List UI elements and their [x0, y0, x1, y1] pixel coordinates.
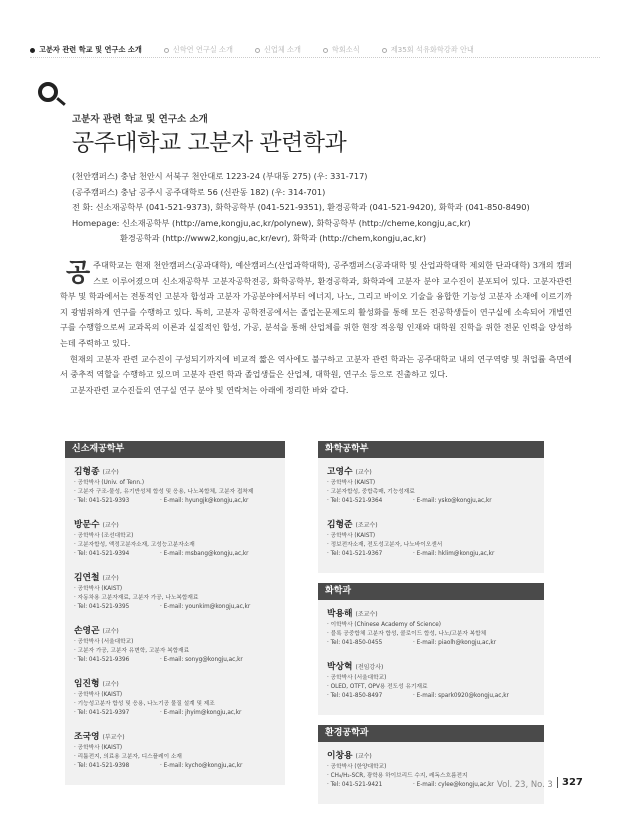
- professor-entry: [327, 517, 537, 559]
- professor-name: 김형준 (조교수): [327, 520, 378, 530]
- professor-name: 조국영 (부교수): [74, 732, 125, 742]
- nav-item-lecture-info[interactable]: 제35회 석유화학강좌 안내: [382, 45, 474, 55]
- professor-research: · 고분자합성, 액정고분자소재, 고성능고분자소재: [74, 541, 278, 550]
- professor-list: [318, 458, 544, 573]
- professor-contact: · Tel: 041-521-9364 · E-mail: ysko@kongju,ac,kr: [327, 497, 537, 506]
- section-subtitle: 고분자 관련 학교 및 연구소 소개: [72, 114, 208, 125]
- professor-list: [318, 742, 544, 804]
- professor-name: 이창용 (교수): [327, 751, 372, 761]
- issue-info: Vol. 23, No. 3: [497, 779, 553, 789]
- professor-contact: · Tel: 041-521-9421 · E-mail: cylee@kongju,ac,kr: [327, 781, 537, 790]
- nav-item-company-intro[interactable]: 신업체 소개: [255, 45, 301, 55]
- professor-degree: · 공학박사 (한양대학교): [327, 763, 537, 772]
- professor-research: · 고분자 구조-물성, 유기반성체 합성 및 응용, 나노복합체, 고분자 접착제: [74, 488, 278, 497]
- professor-research: · 기능성고분자 합성 및 응용, 나노기공 물질 설계 및 제조: [74, 700, 278, 709]
- contact-info: [72, 169, 592, 247]
- professor-entry: [74, 464, 278, 506]
- professor-degree: · 이학박사 (Chinese Academy of Science): [327, 621, 537, 630]
- professor-degree: · 공학박사 (KAIST): [327, 479, 537, 488]
- professor-contact: · Tel: 041-521-9398 · E-mail: kycho@kongju,ac,kr: [74, 762, 278, 771]
- professor-contact: · Tel: 041-521-9397 · E-mail: jhyim@kongju,ac,kr: [74, 709, 278, 718]
- info-line-phone: 전 화: 신소재공학부 (041-521-9373), 화학공학부 (041-521-9351), 환경공학과 (041-521-9420), 화학과 (041-850-8490): [72, 202, 530, 213]
- top-navigation: [30, 43, 600, 57]
- professor-research: · 정보전자소재, 전도성고분자, 나노바이오센서: [327, 541, 537, 550]
- professor-contact: · Tel: 041-521-9395 · E-mail: younkim@kongju,ac,kr: [74, 603, 278, 612]
- page-title: 공주대학교 고분자 관련학과: [72, 130, 347, 156]
- professor-contact: · Tel: 041-521-9396 · E-mail: sonyg@kongju,ac,kr: [74, 656, 278, 665]
- info-line-cheonan: (천안캠퍼스) 충남 천안시 서북구 천안대로 1223-24 (부대동 275) (우: 331-717): [72, 171, 368, 181]
- professor-research: · 자동차용 고분자재료, 고분자 가공, 나노복합재료: [74, 594, 278, 603]
- dept-header-env-eng: 환경공학과: [318, 725, 544, 742]
- professor-research: · OLED, OTFT, OPV용 전도성 유기재료: [327, 683, 537, 692]
- professor-contact: · Tel: 041-850-8497 · E-mail: spark0920@kongju,ac,kr: [327, 692, 537, 701]
- intro-paragraph-2: 현재의 고분자 관련 교수진이 구성되기까지에 비교적 짧은 역사에도 불구하고 고분자 관련 학과는 공주대학교 내의 연구역량 및 취업률 측면에서 중추적 역할을 수행하고 있으며 고분자 관련 학과 졸업생들은 산업체, 대학원, 연구소 등으로 진출하고 있다.: [60, 353, 572, 380]
- professor-list: [318, 600, 544, 715]
- dept-header-chem-eng: 화학공학부: [318, 441, 544, 458]
- professor-name: 임진형 (교수): [74, 679, 119, 689]
- professor-name: 손영곤 (교수): [74, 626, 119, 636]
- professor-name: 고영수 (교수): [327, 467, 372, 477]
- nav-divider: [30, 57, 600, 58]
- section-ring-tail: [56, 97, 66, 106]
- dept-header-chemistry: 화학과: [318, 583, 544, 600]
- professor-contact: · Tel: 041-850-0455 · E-mail: piaolh@kongju,ac,kr: [327, 639, 537, 648]
- nav-bullet-icon: [30, 48, 35, 53]
- professor-name: 김형종 (교수): [74, 467, 119, 477]
- professor-name: 박용해 (조교수): [327, 609, 378, 619]
- nav-item-school-intro[interactable]: 고분자 관련 학교 및 연구소 소개: [30, 45, 142, 55]
- professor-name: 박상혁 (전임강사): [327, 662, 384, 672]
- page-number: 327: [557, 777, 583, 788]
- nav-bullet-icon: [164, 48, 169, 53]
- professor-entry: [327, 464, 537, 506]
- professor-degree: · 공학박사 (KAIST): [74, 585, 278, 594]
- professor-degree: · 공학박사 (Univ. of Tenn.): [74, 479, 278, 488]
- professor-research: · CH₄/H₂-SCR, 광학용 하이브리드 수지, 레독스흐름전지: [327, 772, 537, 781]
- professor-contact: · Tel: 041-521-9367 · E-mail: hklim@kongju,ac,kr: [327, 550, 537, 559]
- professor-research: · 리튬전지, 의료용 고분자, 디스플레이 소재: [74, 753, 278, 762]
- professor-degree: · 공학박사 (KAIST): [74, 744, 278, 753]
- professor-entry: [327, 659, 537, 701]
- intro-body: [60, 258, 572, 398]
- professor-contact: · Tel: 041-521-9394 · E-mail: msbang@kongju,ac,kr: [74, 550, 278, 559]
- professor-entry: [74, 570, 278, 612]
- professor-entry: [327, 606, 537, 648]
- nav-item-lab-intro[interactable]: 신학연 연구실 소개: [164, 45, 233, 55]
- info-line-homepage-cont: 환경공학과 (http://www2,kongju,ac,kr/evr), 화학과 (http://chem,kongju,ac,kr): [120, 233, 427, 244]
- intro-paragraph-3: 고분자관련 교수진들의 연구실 연구 분야 및 연락처는 아래에 정리한 바와 같다.: [70, 384, 349, 395]
- dept-column-right: [318, 441, 544, 804]
- nav-bullet-icon: [323, 48, 328, 53]
- professor-research: · 고분자합성, 중합촉매, 기능성재료: [327, 488, 537, 497]
- professor-entry: [74, 623, 278, 665]
- professor-degree: · 공학박사 (서울대학교): [74, 638, 278, 647]
- nav-item-society-news[interactable]: 학회소식: [323, 45, 360, 55]
- professor-research: · 고분자 가공, 고분자 유변학, 고분자 복합재료: [74, 647, 278, 656]
- professor-entry: [74, 676, 278, 718]
- intro-paragraph-1: 공주대학교는 현재 천안캠퍼스(공과대학), 예산캠퍼스(산업과학대학), 공주캠퍼스(공과대학 및 산업과학대학 제외한 단과대학) 3개의 캠퍼스로 이루어졌으며 신소재공학부 고분자공학전공, 화학공학부, 환경공학과, 화학과에 고분자 분야 교수진이 분포되어 있다. 고분자관련 학부 및 학과에서는 전통적인 고분자 합성과 고분자 가공분야에서부터 에너지, 나노, 그리고 바이오 기술을 융합한 기능성 고분자 소재에 이르기까지 광범위하게 연구를 수행하고 있다. 특히, 고분자 공학전공에서는 졸업논문제도의 활성화를 통해 모든 전공학생들이 연구실에 소속되어 개별연구를 수행함으로써 교과목의 이론과 실질적인 합성, 가공, 분석을 통해 산업체를 위한 현장 적응형 인재와 대학원 진학을 위한 전문 인력을 양성하는데 주력하고 있다.: [60, 258, 572, 348]
- professor-research: · 블록 공중합체 고분자 합성, 콜로이드 합성, 나노/고분자 복합체: [327, 630, 537, 639]
- professor-entry: [74, 729, 278, 771]
- info-line-homepage: Homepage: 신소재공학부 (http://ame,kongju,ac,kr/polynew), 화학공학부 (http://cheme,kongju,ac,kr): [72, 217, 471, 228]
- professor-list: [65, 458, 285, 785]
- nav-bullet-icon: [255, 48, 260, 53]
- professor-contact: · Tel: 041-521-9393 · E-mail: hyungjk@kongju,ac,kr: [74, 497, 278, 506]
- professor-name: 김연철 (교수): [74, 573, 119, 583]
- professor-degree: · 공학박사 (조선대학교): [74, 532, 278, 541]
- nav-bullet-icon: [382, 48, 387, 53]
- dept-header-materials: 신소재공학부: [65, 441, 285, 458]
- professor-degree: · 공학박사 (KAIST): [327, 532, 537, 541]
- info-line-gongju: (공주캠퍼스) 충남 공주시 공주대학로 56 (신관동 182) (우: 314-701): [72, 186, 326, 197]
- professor-degree: · 공학박사 (KAIST): [74, 691, 278, 700]
- professor-name: 방문수 (교수): [74, 520, 119, 530]
- professor-degree: · 공학박사 (서울대학교): [327, 674, 537, 683]
- drop-cap: 공: [66, 258, 91, 287]
- professor-entry: [74, 517, 278, 559]
- dept-column-left: [65, 441, 285, 785]
